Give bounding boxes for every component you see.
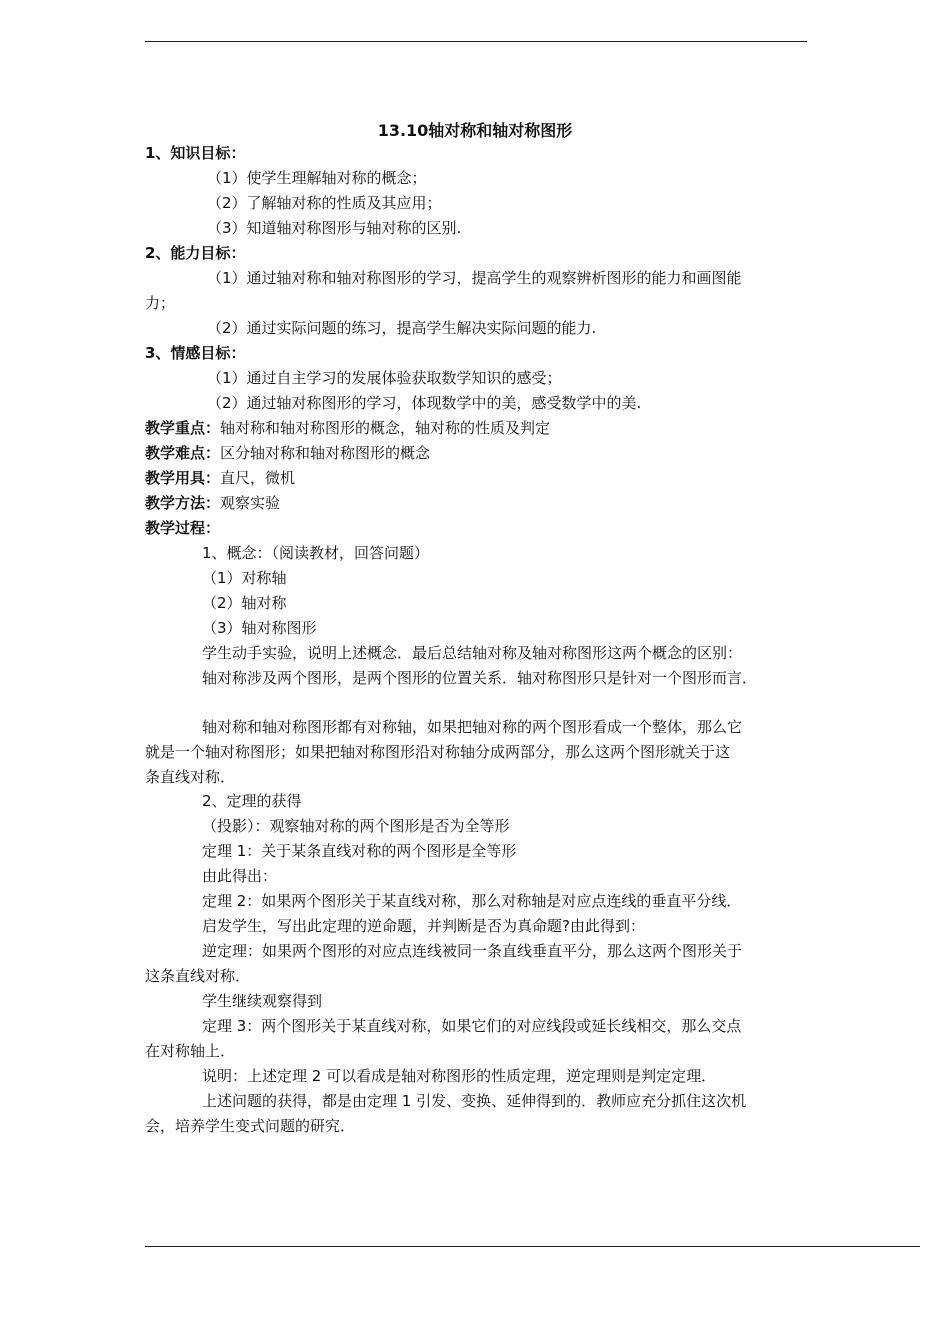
- process-concept-1: （1）对称轴: [202, 569, 287, 587]
- process-paragraph-4-end: 条直线对称．: [145, 768, 236, 786]
- process-inspire: 启发学生，写出此定理的逆命题，并判断是否为真命题?由此得到：: [202, 917, 645, 935]
- header-rule: [145, 41, 807, 42]
- process-summary: 上述问题的获得，都是由定理 1 引发、变换、延伸得到的．教师应充分抓住这次机: [202, 1092, 747, 1110]
- teaching-key-value: 轴对称和轴对称图形的概念，轴对称的性质及判定: [220, 419, 551, 437]
- process-explanation: 说明：上述定理 2 可以看成是轴对称图形的性质定理，逆定理则是判定定理．: [202, 1067, 717, 1085]
- teaching-key: [145, 418, 550, 438]
- ability-item-2: （2）通过实际问题的练习，提高学生解决实际问题的能力.: [207, 319, 597, 337]
- teaching-difficulty: [145, 443, 430, 463]
- teaching-tools-value: 直尺，微机: [220, 469, 296, 487]
- process-paragraph-2: 学生动手实验，说明上述概念．最后总结轴对称及轴对称图形这两个概念的区别：: [202, 644, 743, 662]
- section-ability-heading: 2、能力目标：: [145, 244, 246, 262]
- process-projection: （投影）：观察轴对称的两个图形是否为全等形: [202, 817, 510, 835]
- process-concept-3: （3）轴对称图形: [202, 619, 317, 637]
- process-theorem-heading: 2、定理的获得: [202, 792, 302, 810]
- section-emotion-heading: 3、情感目标：: [145, 344, 246, 362]
- teaching-tools-label: 教学用具：: [145, 469, 221, 487]
- process-converse-cont: 这条直线对称．: [145, 967, 251, 985]
- emotion-item-2: （2）通过轴对称图形的学习，体现数学中的美，感受数学中的美.: [207, 394, 642, 412]
- knowledge-item-1: （1）使学生理解轴对称的概念；: [207, 169, 427, 187]
- teaching-method-value: 观察实验: [220, 494, 281, 512]
- knowledge-item-3: （3）知道轴对称图形与轴对称的区别.: [207, 219, 462, 237]
- teaching-key-label: 教学重点：: [145, 419, 221, 437]
- ability-item-1: （1）通过轴对称和轴对称图形的学习，提高学生的观察辨析图形的能力和画图能: [207, 269, 742, 287]
- process-derive: 由此得出：: [202, 867, 278, 885]
- process-paragraph-3: 轴对称涉及两个图形，是两个图形的位置关系．轴对称图形只是针对一个图形而言．: [202, 669, 758, 687]
- page-title: 13.10轴对称和轴对称图形: [377, 121, 573, 140]
- teaching-tools: [145, 468, 295, 488]
- knowledge-item-2: （2）了解轴对称的性质及其应用；: [207, 194, 442, 212]
- teaching-process-label: 教学过程：: [145, 519, 221, 537]
- process-converse: 逆定理：如果两个图形的对应点连线被同一条直线垂直平分，那么这两个图形关于: [202, 942, 743, 960]
- process-concept: 1、概念：（阅读教材，回答问题）: [202, 544, 430, 562]
- process-paragraph-4-cont: 就是一个轴对称图形；如果把轴对称图形沿对称轴分成两部分，那么这两个图形就关于这: [145, 743, 731, 761]
- process-theorem-2: 定理 2：如果两个图形关于某直线对称，那么对称轴是对应点连线的垂直平分线．: [202, 892, 742, 910]
- teaching-difficulty-value: 区分轴对称和轴对称图形的概念: [220, 444, 431, 462]
- section-knowledge-heading: 1、知识目标：: [145, 144, 246, 162]
- teaching-method: [145, 493, 280, 513]
- process-paragraph-4: 轴对称和轴对称图形都有对称轴，如果把轴对称的两个图形看成一个整体，那么它: [202, 718, 743, 736]
- process-observe: 学生继续观察得到: [202, 992, 323, 1010]
- teaching-difficulty-label: 教学难点：: [145, 444, 221, 462]
- ability-item-1-cont: 力；: [145, 294, 176, 312]
- process-summary-cont: 会，培养学生变式问题的研究．: [145, 1117, 356, 1135]
- emotion-item-1: （1）通过自主学习的发展体验获取数学知识的感受；: [207, 369, 562, 387]
- process-theorem-1: 定理 1：关于某条直线对称的两个图形是全等形: [202, 842, 517, 860]
- process-theorem-3: 定理 3：两个图形关于某直线对称，如果它们的对应线段或延长线相交，那么交点: [202, 1017, 742, 1035]
- teaching-method-label: 教学方法：: [145, 494, 221, 512]
- process-concept-2: （2）轴对称: [202, 594, 287, 612]
- process-theorem-3-cont: 在对称轴上．: [145, 1042, 236, 1060]
- footer-rule: [145, 1246, 920, 1247]
